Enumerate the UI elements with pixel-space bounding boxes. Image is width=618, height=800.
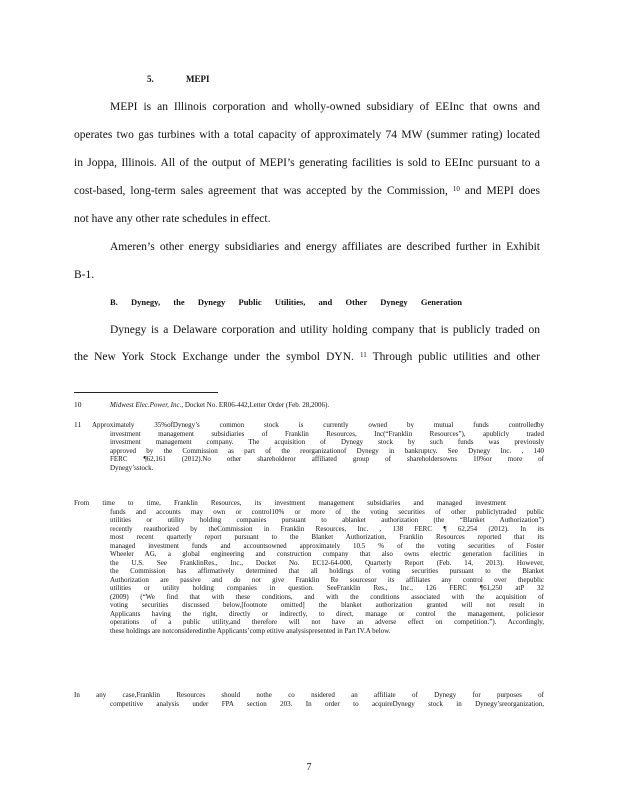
footnote-line: Wheeler AG, a global engineering and construction company that also owns electric generation facilities in [110,550,544,558]
section-title: MEPI [186,74,210,84]
page-number: 7 [306,762,312,773]
footnote-line: From time to time, Franklin Resources, its investment management subsidiaries and managed investment [74,499,506,507]
footnote-separator [74,392,218,393]
footnote-line: voting securities discussed below,[footnote omitted] the blanket authorization granted will not result in [110,601,544,609]
footnote-line: In any case,Franklin Resources should nothe co nsidered an affiliate of Dynegy for purposes of [74,691,544,699]
text-segment: Through public utilities and other [372,351,540,363]
text-line: in Joppa, Illinois. All of the output of MEPI’s generating facilities is sold to EEInc pursuant to a [74,157,540,169]
text-line [74,350,540,364]
text-line: operates two gas turbines with a total capacity of approximately 74 MW (summer rating) located [74,129,540,141]
footnote-body [74,691,544,708]
case-name: Midwest Elec.Power, Inc. [110,401,182,409]
footnote-line: competitive analysis under FPA section 203. In order to acquireDynegy stock in Dynegy’sreorganization, [110,699,544,708]
footnote-line: operations of a public utility,and therefore will not have an adverse effect on competition.”). Accordingly, [110,618,544,626]
text-line: MEPI is an Illinois corporation and wholly-owned subsidiary of EEInc that owns and [110,101,540,113]
text-segment: cost-based, long-term sales agreement that was accepted by the Commission, [74,185,448,197]
footnote-line: FERC ¶62,161 (2012).No other shareholderor affiliated group of shareholdersowns 10%or more of [110,455,544,463]
text-line: Dynegy is a Delaware corporation and utility holding company that is publicly traded on [110,324,540,336]
footnote-line: the Commission has affirmatively determined that all holdings of voting securities pursuant to the Blanket [110,567,544,575]
footnote-ref: 11 [359,351,367,359]
footnote-line: Authorization are passive and do not give Franklin Re sourcesor its affiliates any control over thepublic [110,575,544,584]
footnote-line: managed investment funds and accountsowned approximately 10.5 % of the voting securities of Foster [110,541,544,550]
section-number: 5. [147,74,154,84]
footnote-body [74,499,544,635]
footnote-line: most recent quarterly report pursuant to the Blanket Authorization, Franklin Resources reported that its [110,533,544,541]
footnote-line: investment management company. The acquisition of Dynegy stock by such funds was previously [110,438,544,446]
footnote-line: recently reauthorized by theCommission in Franklin Resources, Inc. , 138 FERC ¶ 62,254 (2012). In its [110,524,544,533]
footnote-line: the U.S. See FranklinRes., Inc., Docket No. EC12-64-000, Quarterly Report (Feb. 14, 2013). However, [110,558,544,567]
section-b-heading: B. Dynegy, the Dynegy Public Utilities, and Other Dynegy Generation [110,297,462,307]
text-line: Ameren’s other energy subsidiaries and energy affiliates are described further in Exhibit [110,241,540,253]
footnote-line: utilities or utility holding companies in question. SeeFranklin Res., Inc., 126 FERC ¶61,250 atP 32 [110,584,544,592]
footnote-body [92,421,544,472]
footnote-line: Applicants having the right, directly or indirectly, to direct, manage or control the management, policiesor [110,609,544,618]
footnote-line: Dynegy’sstock. [110,463,154,472]
footnote-line: Approximately 35%ofDynegy’s common stock is currently owned by mutual funds controlledby [92,421,544,429]
footnote-ref: 10 [452,185,460,193]
footnote-line: investment management subsidiaries of Franklin Resources, Inc(“Franklin Resources”), apublicly traded [110,429,544,438]
footnote-text [110,401,329,410]
text-segment: and MEPI does [464,185,541,197]
text-line: not have any other rate schedules in effect. [74,213,271,225]
footnote-line: these holdings are notconsideredinthe Applicants’comp etitive analysispresented in Part IV.A below. [110,626,391,635]
footnote-line: utilities or utility holding companies pursuant to ablanket authorization (the “Blanket Authorization”) [110,516,544,524]
section-5-heading [147,74,210,84]
text-segment: the New York Stock Exchange under the symbol DYN. [74,351,354,363]
text-line: B-1. [74,269,95,281]
text-line [74,184,540,198]
footnote-number: 10 [74,400,82,409]
footnote-number: 11 [74,420,82,429]
footnote-line: (2009) (“We find that with these conditions, and with the conditions associated with the acquisition of [110,592,544,601]
footnote-line: approved by the Commission as part of the reorganizationof Dynegy in bankruptcy. See Dynegy Inc. , 140 [110,446,544,455]
footnote-line: funds and accounts may own or control10% or more of the voting securities of other publiclytraded public [110,507,544,516]
citation: , Docket No. ER06-442,Letter Order (Feb. 28,2006). [181,401,330,409]
